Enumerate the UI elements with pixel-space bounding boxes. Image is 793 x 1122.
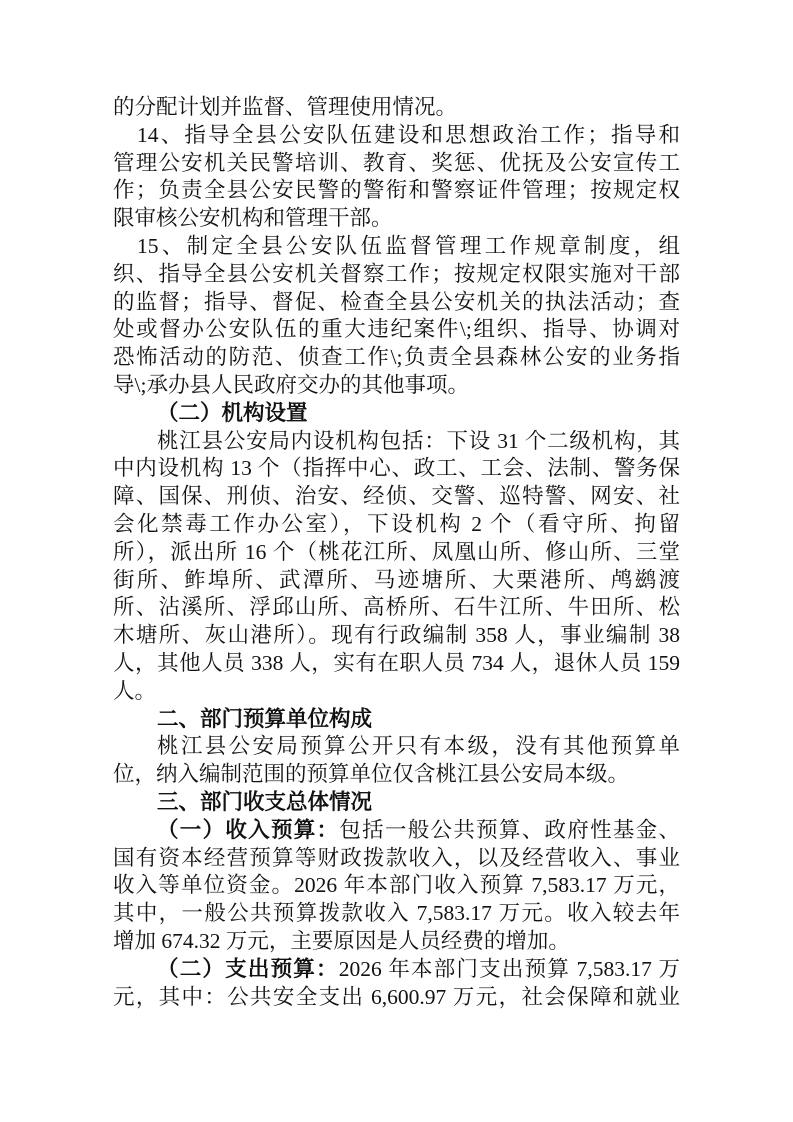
text-run: 处或督办公安队伍的重大违纪案件\;组织、指导、协调对 bbox=[113, 317, 680, 342]
text-run: 障、国保、刑侦、治安、经侦、交警、巡特警、网安、社 bbox=[113, 484, 680, 509]
text-run: 的分配计划并监督、管理使用情况。 bbox=[113, 95, 458, 119]
text-line bbox=[113, 622, 680, 650]
bold-text-run: （二）支出预算： bbox=[157, 956, 339, 981]
text-line bbox=[113, 289, 680, 317]
text-run: 包括一般公共预算、政府性基金、 bbox=[339, 817, 680, 842]
text-line bbox=[113, 872, 680, 900]
text-run: 增加 674.32 万元，主要原因是人员经费的增加。 bbox=[113, 928, 570, 953]
text-line bbox=[113, 900, 680, 928]
text-run: 14、指导全县公安队伍建设和思想政治工作；指导和 bbox=[137, 122, 680, 147]
text-line bbox=[113, 928, 680, 956]
text-line bbox=[113, 261, 680, 289]
text-run: 人。 bbox=[113, 678, 157, 703]
bold-text-run: 二、部门预算单位构成 bbox=[157, 706, 373, 731]
text-run: 恐怖活动的防范、侦查工作\;负责全县森林公安的业务指 bbox=[113, 345, 680, 370]
text-run: 桃江县公安局预算公开只有本级，没有其他预算单 bbox=[157, 734, 680, 759]
text-run: 中内设机构 13 个（指挥中心、政工、工会、法制、警务保 bbox=[113, 456, 680, 481]
text-line bbox=[113, 650, 680, 678]
text-run: 位，纳入编制范围的预算单位仅含桃江县公安局本级。 bbox=[113, 762, 630, 787]
text-line bbox=[113, 845, 680, 873]
text-line bbox=[113, 511, 680, 539]
text-run: 桃江县公安局内设机构包括：下设 31 个二级机构，其 bbox=[157, 428, 680, 453]
text-line bbox=[113, 316, 680, 344]
text-line bbox=[113, 817, 680, 845]
section-heading bbox=[113, 789, 680, 817]
bold-text-run: （一）收入预算： bbox=[157, 817, 340, 842]
section-heading bbox=[113, 706, 680, 734]
text-line bbox=[113, 594, 680, 622]
text-run: 的监督；指导、督促、检查全县公安机关的执法活动；查 bbox=[113, 289, 680, 314]
text-line bbox=[113, 956, 680, 984]
text-line bbox=[113, 761, 680, 789]
text-run: 2026 年本部门支出预算 7,583.17 万 bbox=[338, 956, 680, 981]
text-run: 街所、鲊埠所、武潭所、马迹塘所、大栗港所、鸬鹚渡 bbox=[113, 567, 680, 592]
bold-text-run: （二）机构设置 bbox=[157, 400, 308, 425]
text-run: 其中，一般公共预算拨款收入 7,583.17 万元。收入较去年 bbox=[113, 901, 680, 926]
text-line bbox=[113, 428, 680, 456]
text-run: 所），派出所 16 个（桃花江所、凤凰山所、修山所、三堂 bbox=[113, 539, 680, 564]
text-line bbox=[113, 984, 680, 1012]
bold-text-run: 三、部门收支总体情况 bbox=[157, 789, 373, 814]
text-line bbox=[113, 372, 680, 400]
text-run: 管理公安机关民警培训、教育、奖惩、优抚及公安宣传工 bbox=[113, 150, 680, 175]
text-line bbox=[113, 455, 680, 483]
text-line bbox=[113, 567, 680, 595]
text-run: 所、沾溪所、浮邱山所、高桥所、石牛江所、牛田所、松 bbox=[113, 595, 680, 620]
text-line bbox=[113, 177, 680, 205]
text-run: 织、指导全县公安机关督察工作；按规定权限实施对干部 bbox=[113, 261, 680, 286]
text-line bbox=[113, 150, 680, 178]
text-run: 木塘所、灰山港所）。现有行政编制 358 人，事业编制 38 bbox=[113, 623, 680, 648]
text-run: 限审核公安机构和管理干部。 bbox=[113, 206, 393, 231]
text-run: 会化禁毒工作办公室），下设机构 2 个（看守所、拘留 bbox=[113, 511, 680, 536]
text-run: 国有资本经营预算等财政拨款收入，以及经营收入、事业 bbox=[113, 845, 680, 870]
text-line bbox=[113, 205, 680, 233]
text-run: 15、制定全县公安队伍监督管理工作规章制度，组 bbox=[137, 233, 680, 258]
text-run: 作；负责全县公安民警的警衔和警察证件管理；按规定权 bbox=[113, 178, 680, 203]
text-line bbox=[113, 733, 680, 761]
text-line bbox=[113, 122, 680, 150]
text-line bbox=[113, 344, 680, 372]
text-run: 元，其中：公共安全支出 6,600.97 万元，社会保障和就业 bbox=[113, 984, 680, 1009]
text-line bbox=[113, 233, 680, 261]
text-run: 收入等单位资金。2026 年本部门收入预算 7,583.17 万元， bbox=[113, 873, 680, 898]
text-line bbox=[113, 539, 680, 567]
text-run: 人，其他人员 338 人，实有在职人员 734 人，退休人员 159 bbox=[113, 650, 680, 675]
text-run: 导\;承办县人民政府交办的其他事项。 bbox=[113, 372, 469, 397]
text-line bbox=[113, 483, 680, 511]
text-line bbox=[113, 94, 680, 122]
section-heading bbox=[113, 400, 680, 428]
text-line bbox=[113, 678, 680, 706]
